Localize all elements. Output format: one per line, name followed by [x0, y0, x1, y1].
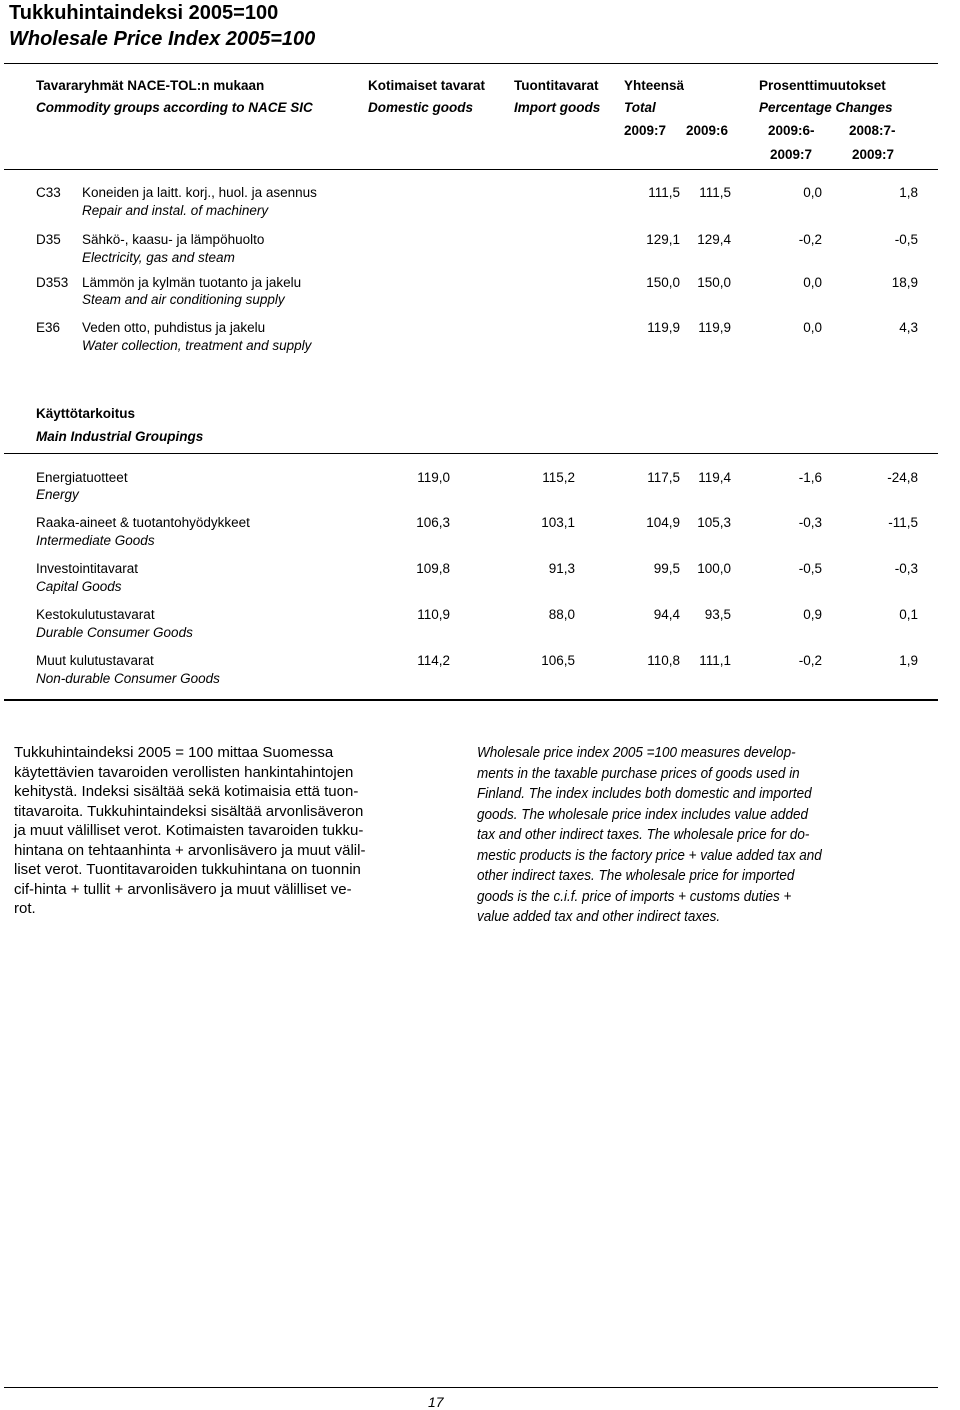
row-label-en: Capital Goods [36, 579, 122, 594]
note-line: other indirect taxes. The wholesale price for imported [477, 867, 795, 884]
groups-header-fi: Tavararyhmät NACE-TOL:n mukaan [36, 78, 265, 93]
row-code: E36 [36, 320, 61, 335]
domestic-header-fi: Kotimaiset tavarat [368, 78, 486, 93]
row-total-a: 111,5 [648, 185, 680, 200]
pct-header-en: Percentage Changes [759, 100, 893, 115]
note-line: hintana on tehtaanhinta + arvonlisävero ja muut välil- [14, 841, 366, 859]
note-english [477, 743, 822, 928]
row-label-en: Energy [36, 487, 79, 502]
pct-header-fi: Prosenttimuutokset [759, 78, 886, 93]
row-label-en: Repair and instal. of machinery [82, 203, 269, 218]
row-domestic: 110,9 [417, 607, 450, 622]
row-total-b: 93,5 [704, 607, 731, 622]
total-col2-header: 2009:6 [686, 123, 729, 138]
note-line: liset verot. Tuontitavaroiden tukkuhintana on tuonnin [14, 861, 361, 878]
row-pct-b: -24,8 [887, 470, 918, 485]
groups-header-en: Commodity groups according to NACE SIC [36, 100, 313, 115]
note-line: Wholesale price index 2005 =100 measures develop- [477, 744, 796, 761]
footer-rule [4, 1387, 938, 1388]
mig-heading-fi: Käyttötarkoitus [36, 406, 136, 421]
import-header-en: Import goods [514, 100, 601, 115]
row-label-fi: Koneiden ja laitt. korj., huol. ja asennus [82, 185, 317, 200]
row-total-b: 111,1 [699, 653, 731, 668]
mig-rule [4, 453, 938, 454]
total-header-en: Total [624, 100, 656, 115]
row-total-b: 119,9 [698, 320, 731, 335]
row-pct-b: -11,5 [888, 515, 918, 530]
row-total-a: 94,4 [653, 607, 680, 622]
row-pct-b: 18,9 [891, 275, 918, 290]
page-number: 17 [428, 1394, 444, 1410]
import-header-fi: Tuontitavarat [514, 78, 599, 93]
pct-col2-header-a: 2008:7- [849, 123, 896, 138]
row-label-fi: Raaka-aineet & tuotantohyödykkeet [36, 515, 250, 530]
row-label-en: Electricity, gas and steam [82, 250, 235, 265]
row-pct-a: 0,0 [803, 275, 822, 290]
row-label-fi: Kestokulutustavarat [36, 607, 155, 622]
row-pct-b: -0,3 [894, 561, 918, 576]
row-pct-b: 4,3 [899, 320, 918, 335]
row-total-a: 110,8 [647, 653, 680, 668]
row-import: 91,3 [548, 561, 575, 576]
total-col1-header: 2009:7 [624, 123, 667, 138]
row-pct-a: -0,2 [798, 232, 822, 247]
note-line: Tukkuhintaindeksi 2005 = 100 mittaa Suomessa [14, 744, 334, 761]
note-line: ja muut välilliset verot. Kotimaisten tavaroiden tukku- [14, 822, 364, 839]
row-label-en: Intermediate Goods [36, 533, 155, 548]
row-total-b: 150,0 [697, 275, 731, 290]
note-line: cif-hinta + tullit + arvonlisävero ja muut välilliset ve- [14, 880, 352, 898]
row-label-fi: Veden otto, puhdistus ja jakelu [82, 320, 266, 335]
row-pct-b: -0,5 [894, 232, 918, 247]
row-total-a: 117,5 [647, 470, 680, 485]
row-domestic: 106,3 [416, 515, 450, 530]
row-domestic: 114,2 [417, 653, 450, 668]
note-line: ments in the taxable purchase prices of goods used in [477, 764, 800, 782]
row-pct-a: -0,2 [798, 653, 822, 668]
note-line: käytettävien tavaroiden verollisten hankintahintojen [14, 763, 354, 781]
row-total-a: 104,9 [646, 515, 680, 530]
row-import: 106,5 [541, 653, 575, 668]
row-pct-b: 1,9 [899, 653, 918, 668]
row-total-a: 119,9 [647, 320, 680, 335]
row-label-en: Water collection, treatment and supply [82, 338, 312, 353]
note-line: tax and other indirect taxes. The wholesale price for do- [477, 826, 810, 843]
row-code: D353 [36, 275, 69, 290]
row-pct-a: -0,5 [798, 561, 822, 576]
title-finnish: Tukkuhintaindeksi 2005=100 [9, 2, 279, 24]
row-total-b: 129,4 [697, 232, 731, 247]
row-domestic: 119,0 [417, 470, 450, 485]
pct-col1-header-b: 2009:7 [770, 147, 813, 162]
note-line: value added tax and other indirect taxes. [477, 908, 721, 925]
row-domestic: 109,8 [416, 561, 450, 576]
row-total-b: 119,4 [698, 470, 731, 485]
row-total-b: 111,5 [699, 185, 731, 200]
row-pct-b: 0,1 [899, 607, 918, 622]
note-line: titavaroita. Tukkuhintaindeksi sisältää arvonlisäveron [14, 802, 364, 820]
header-rule [4, 169, 938, 170]
row-code: C33 [36, 185, 61, 200]
row-total-b: 105,3 [697, 515, 731, 530]
pct-col2-header-b: 2009:7 [852, 147, 895, 162]
row-total-a: 99,5 [653, 561, 680, 576]
row-code: D35 [36, 232, 61, 247]
row-pct-a: -0,3 [798, 515, 822, 530]
row-total-a: 129,1 [646, 232, 680, 247]
table-bottom-rule [4, 699, 938, 701]
row-label-fi: Sähkö-, kaasu- ja lämpöhuolto [82, 232, 265, 247]
row-label-en: Steam and air conditioning supply [82, 292, 285, 307]
row-import: 88,0 [548, 607, 575, 622]
domestic-header-en: Domestic goods [368, 100, 474, 115]
row-pct-a: 0,0 [803, 185, 822, 200]
row-pct-a: 0,0 [803, 320, 822, 335]
row-label-en: Durable Consumer Goods [36, 625, 193, 640]
row-total-a: 150,0 [646, 275, 680, 290]
row-import: 103,1 [541, 515, 575, 530]
pct-col1-header-a: 2009:6- [768, 123, 815, 138]
row-pct-a: 0,9 [803, 607, 822, 622]
row-label-en: Non-durable Consumer Goods [36, 671, 220, 686]
row-pct-a: -1,6 [798, 470, 822, 485]
row-label-fi: Investointitavarat [36, 561, 139, 576]
note-finnish [14, 743, 365, 919]
title-english: Wholesale Price Index 2005=100 [9, 28, 316, 50]
note-line: goods. The wholesale price index includes value added [477, 805, 808, 823]
row-label-fi: Lämmön ja kylmän tuotanto ja jakelu [82, 275, 302, 290]
note-line: Finland. The index includes both domestic and imported [477, 785, 812, 802]
mig-heading-en: Main Industrial Groupings [36, 429, 204, 444]
row-label-fi: Energiatuotteet [36, 470, 128, 485]
note-line: mestic products is the factory price + value added tax and [477, 846, 822, 864]
total-header-fi: Yhteensä [624, 78, 685, 93]
top-rule [4, 63, 938, 64]
note-line: goods is the c.i.f. price of imports + customs duties + [477, 887, 792, 905]
note-line: kehitystä. Indeksi sisältää sekä kotimaisia että tuon- [14, 783, 359, 800]
row-import: 115,2 [542, 470, 575, 485]
row-pct-b: 1,8 [899, 185, 918, 200]
row-total-b: 100,0 [697, 561, 731, 576]
note-line: rot. [14, 900, 36, 917]
row-label-fi: Muut kulutustavarat [36, 653, 154, 668]
